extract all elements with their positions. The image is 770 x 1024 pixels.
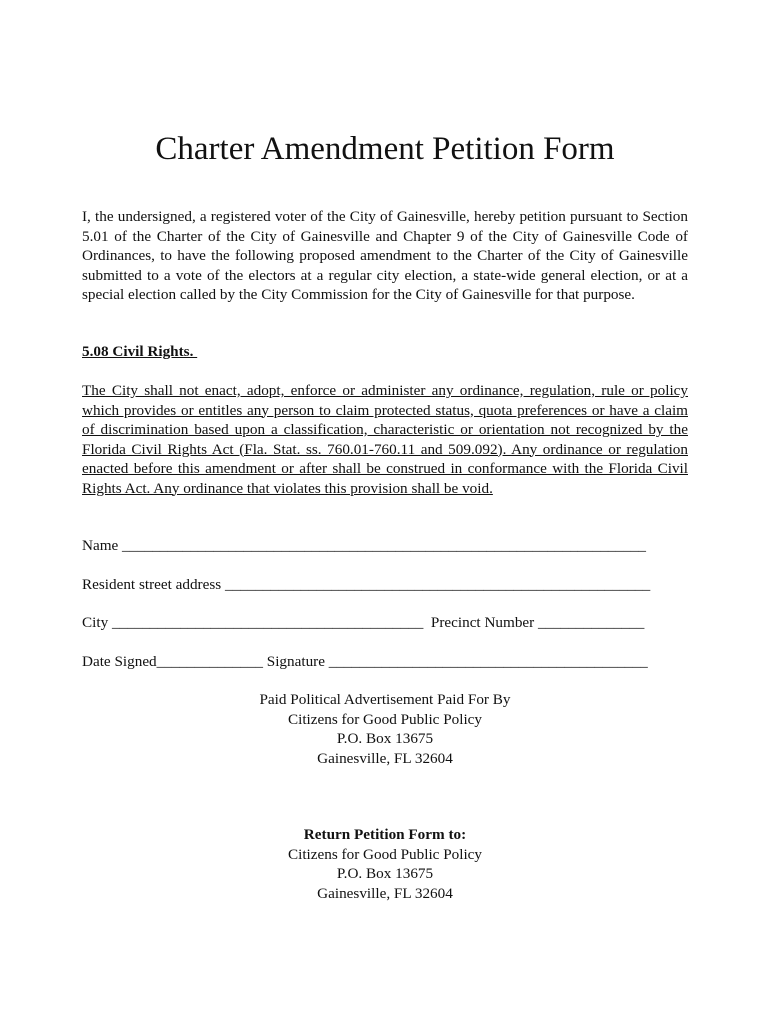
return-address-line: Citizens for Good Public Policy	[287, 845, 483, 863]
return-heading: Return Petition Form to:	[303, 826, 467, 843]
paid-ad-line: Citizens for Good Public Policy	[287, 710, 483, 728]
return-address-block	[0, 825, 770, 903]
paid-ad-line: Gainesville, FL 32604	[317, 749, 453, 767]
name-field[interactable]: Name _____________________________________________________________________	[82, 537, 647, 554]
page-title: Charter Amendment Petition Form	[155, 131, 615, 167]
paid-ad-line: P.O. Box 13675	[336, 730, 434, 747]
section-heading: 5.08 Civil Rights.	[82, 343, 198, 360]
city-precinct-field[interactable]: City _________________________________________ Precinct Number ______________	[82, 614, 645, 631]
return-address-line: P.O. Box 13675	[336, 865, 434, 882]
amendment-text: The City shall not enact, adopt, enforce or administer any ordinance, regulation, rule or policy which provides or entitles any person to claim protected status, quota preferences or have a claim of discrimination based upon a classification, characteristic or orientation not recognized by the Florida Civil Rights Act (Fla. Stat. ss. 760.01-760.11 and 509.092). Any ordinance or regulation enacted before this amendment or after shall be construed in conformance with the Florida Civil Rights Act. Any ordinance that violates this provision shall be void.	[82, 382, 688, 497]
paid-ad-line: Paid Political Advertisement Paid For By	[259, 691, 511, 708]
address-field[interactable]: Resident street address ________________________________________________________	[82, 576, 651, 593]
intro-paragraph: I, the undersigned, a registered voter of the City of Gainesville, hereby petition pursuant to Section 5.01 of the Charter of the City of Gainesville and Chapter 9 of the City of Gainesville Code of Ordinances, to have the following proposed amendment to the Charter of the City of Gainesville submitted to a vote of the electors at a regular city election, a state-wide general election, or at a special election called by the City Commission for the City of Gainesville for that purpose.	[82, 208, 688, 303]
paid-advertisement-block	[0, 690, 770, 768]
return-address-line: Gainesville, FL 32604	[317, 884, 453, 902]
date-signature-field[interactable]: Date Signed______________ Signature __________________________________________	[82, 653, 648, 670]
